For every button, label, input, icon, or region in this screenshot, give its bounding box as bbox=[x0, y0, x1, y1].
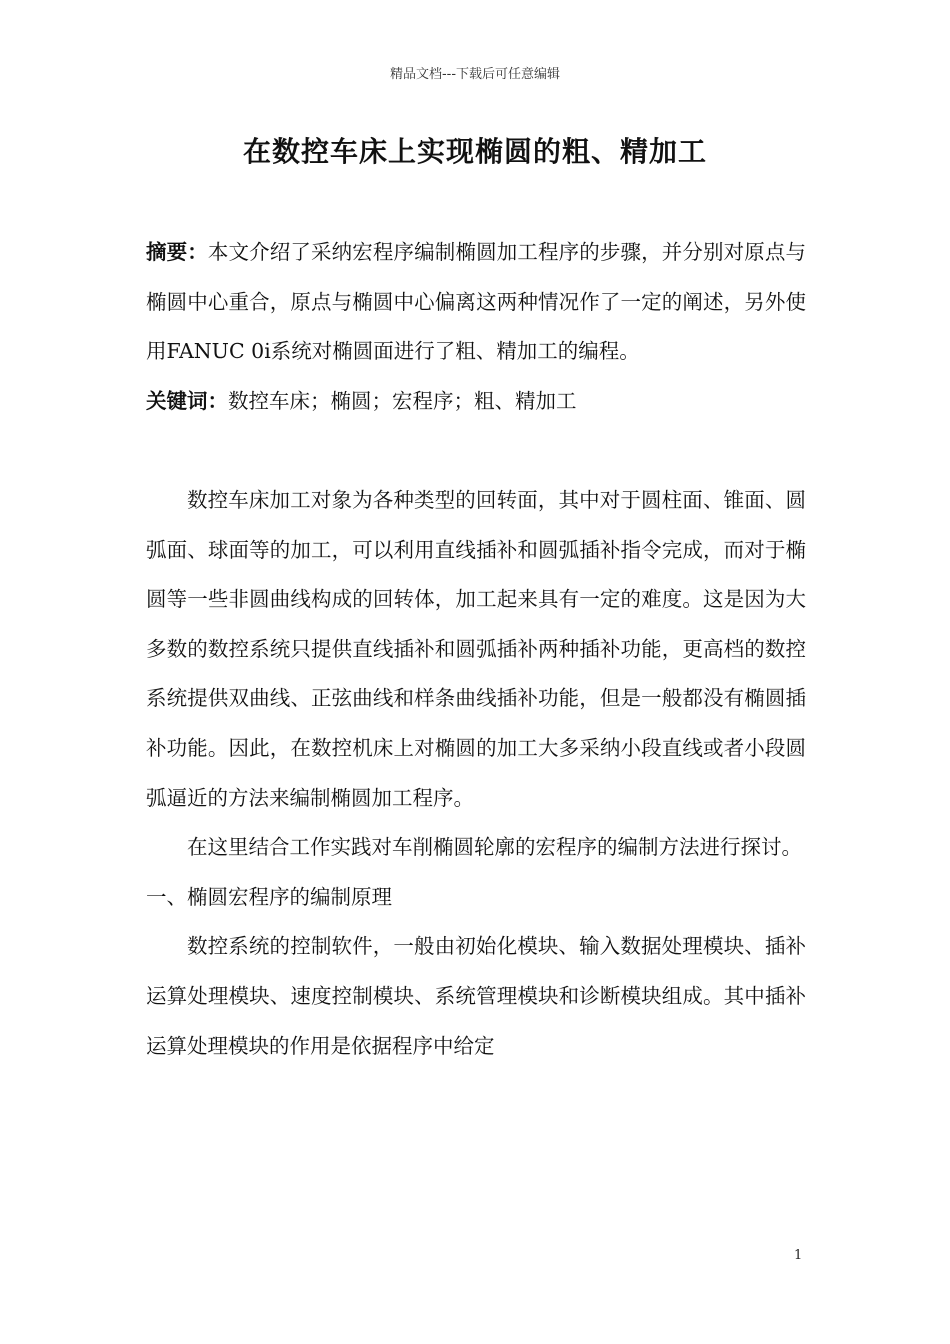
document-body bbox=[146, 228, 806, 1071]
blank-line bbox=[146, 426, 806, 476]
section-heading: 一、椭圆宏程序的编制原理 bbox=[146, 884, 392, 909]
keywords-paragraph bbox=[146, 377, 806, 427]
abstract-paragraph bbox=[146, 228, 806, 377]
body-paragraph: 数控系统的控制软件，一般由初始化模块、输入数据处理模块、插补运算处理模块、速度控制模块、系统管理模块和诊断模块组成。其中插补运算处理模块的作用是依据程序中给定 bbox=[146, 934, 806, 1058]
abstract-label: 摘要： bbox=[146, 240, 208, 264]
page-number: 1 bbox=[794, 1248, 803, 1263]
keywords-text: 数控车床；椭圆；宏程序；粗、精加工 bbox=[228, 388, 577, 413]
page-header: 精品文档---下载后可任意编辑 bbox=[389, 67, 561, 82]
body-paragraph: 在这里结合工作实践对车削椭圆轮廓的宏程序的编制方法进行探讨。 bbox=[187, 835, 802, 860]
abstract-text: 本文介绍了采纳宏程序编制椭圆加工程序的步骤，并分别对原点与椭圆中心重合，原点与椭圆中心偏离这两种情况作了一定的阐述，另外使用FANUC 0i系统对椭圆面进行了粗、精加工的编程。 bbox=[146, 240, 807, 364]
document-title: 在数控车床上实现椭圆的粗、精加工 bbox=[242, 135, 707, 168]
keywords-label: 关键词： bbox=[146, 388, 228, 413]
body-paragraph: 数控车床加工对象为各种类型的回转面，其中对于圆柱面、锥面、圆弧面、球面等的加工，可以利用直线插补和圆弧插补指令完成，而对于椭圆等一些非圆曲线构成的回转体，加工起来具有一定的难度。这是因为大多数的数控系统只提供直线插补和圆弧插补两种插补功能，更高档的数控系统提供双曲线、正弦曲线和样条曲线插补功能，但是一般都没有椭圆插补功能。因此，在数控机床上对椭圆的加工大多采纳小段直线或者小段圆弧逼近的方法来编制椭圆加工程序。 bbox=[146, 487, 806, 810]
